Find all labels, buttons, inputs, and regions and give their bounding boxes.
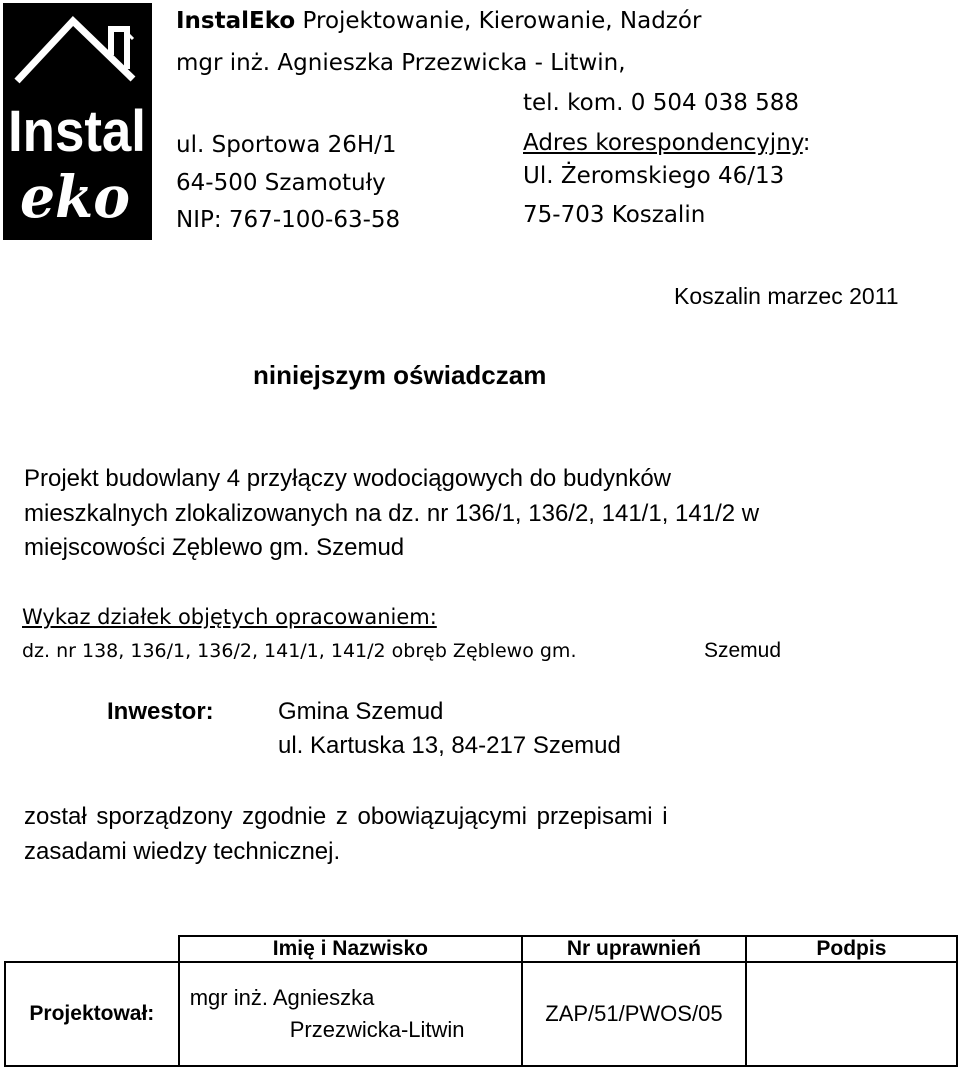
designer-table xyxy=(4,935,958,1067)
license-number: ZAP/51/PWOS/05 xyxy=(522,962,746,1066)
owner-name: mgr inż. Agnieszka Przezwicka - Litwin, xyxy=(176,50,626,76)
plots-gmina: Szemud xyxy=(704,639,782,662)
instal-eko-logo xyxy=(3,3,152,240)
declaration-heading: niniejszym oświadczam xyxy=(253,360,547,390)
designer-name-line-2: Przezwicka-Litwin xyxy=(289,1017,465,1042)
table-header-signature: Podpis xyxy=(746,936,957,962)
project-line-1: Projekt budowlany 4 przyłączy wodociągowych do budynków xyxy=(24,465,672,492)
correspondence-label: Adres korespondencyjny xyxy=(523,130,803,156)
investor-address: ul. Kartuska 13, 84-217 Szemud xyxy=(278,732,621,759)
investor-name: Gmina Szemud xyxy=(278,698,444,725)
company-name: InstalEko xyxy=(176,8,296,34)
table-row xyxy=(5,962,957,1066)
designed-by-label: Projektował: xyxy=(5,962,179,1066)
correspondence-address-label xyxy=(523,132,810,155)
designer-name-line-1: mgr inż. Agnieszka xyxy=(189,985,375,1010)
project-line-3: miejscowości Zęblewo gm. Szemud xyxy=(24,534,405,561)
table-header-name: Imię i Nazwisko xyxy=(179,936,522,962)
logo-word-eko: eko xyxy=(20,163,130,231)
designer-name-cell xyxy=(179,962,522,1066)
correspondence-street: Ul. Żeromskiego 46/13 xyxy=(523,163,785,189)
signature-cell xyxy=(746,962,957,1066)
plots-list: dz. nr 138, 136/1, 136/2, 141/1, 141/2 obręb Zęblewo gm. xyxy=(22,640,577,662)
nip-number: NIP: 767-100-63-58 xyxy=(176,207,401,233)
statement-line-2: zasadami wiedzy technicznej. xyxy=(24,838,341,865)
table-header-row xyxy=(5,936,957,962)
table-header-license: Nr uprawnień xyxy=(522,936,746,962)
office-city: 64-500 Szamotuły xyxy=(176,170,386,196)
phone-number: tel. kom. 0 504 038 588 xyxy=(523,90,800,116)
correspondence-colon: : xyxy=(802,130,811,156)
logo-word-instal: Instal xyxy=(8,99,146,164)
company-line xyxy=(176,10,701,33)
table-header-empty xyxy=(5,936,179,962)
correspondence-city: 75-703 Koszalin xyxy=(523,202,706,228)
place-and-date: Koszalin marzec 2011 xyxy=(674,283,899,309)
company-services: Projektowanie, Kierowanie, Nadzór xyxy=(295,8,702,34)
office-street: ul. Sportowa 26H/1 xyxy=(176,132,397,158)
investor-label: Inwestor: xyxy=(107,698,214,725)
statement-line-1: został sporządzony zgodnie z obowiązującymi przepisami i xyxy=(24,803,668,830)
plots-heading: Wykaz działek objętych opracowaniem: xyxy=(22,605,437,629)
project-line-2: mieszkalnych zlokalizowanych na dz. nr 136/1, 136/2, 141/1, 141/2 w xyxy=(24,500,760,527)
